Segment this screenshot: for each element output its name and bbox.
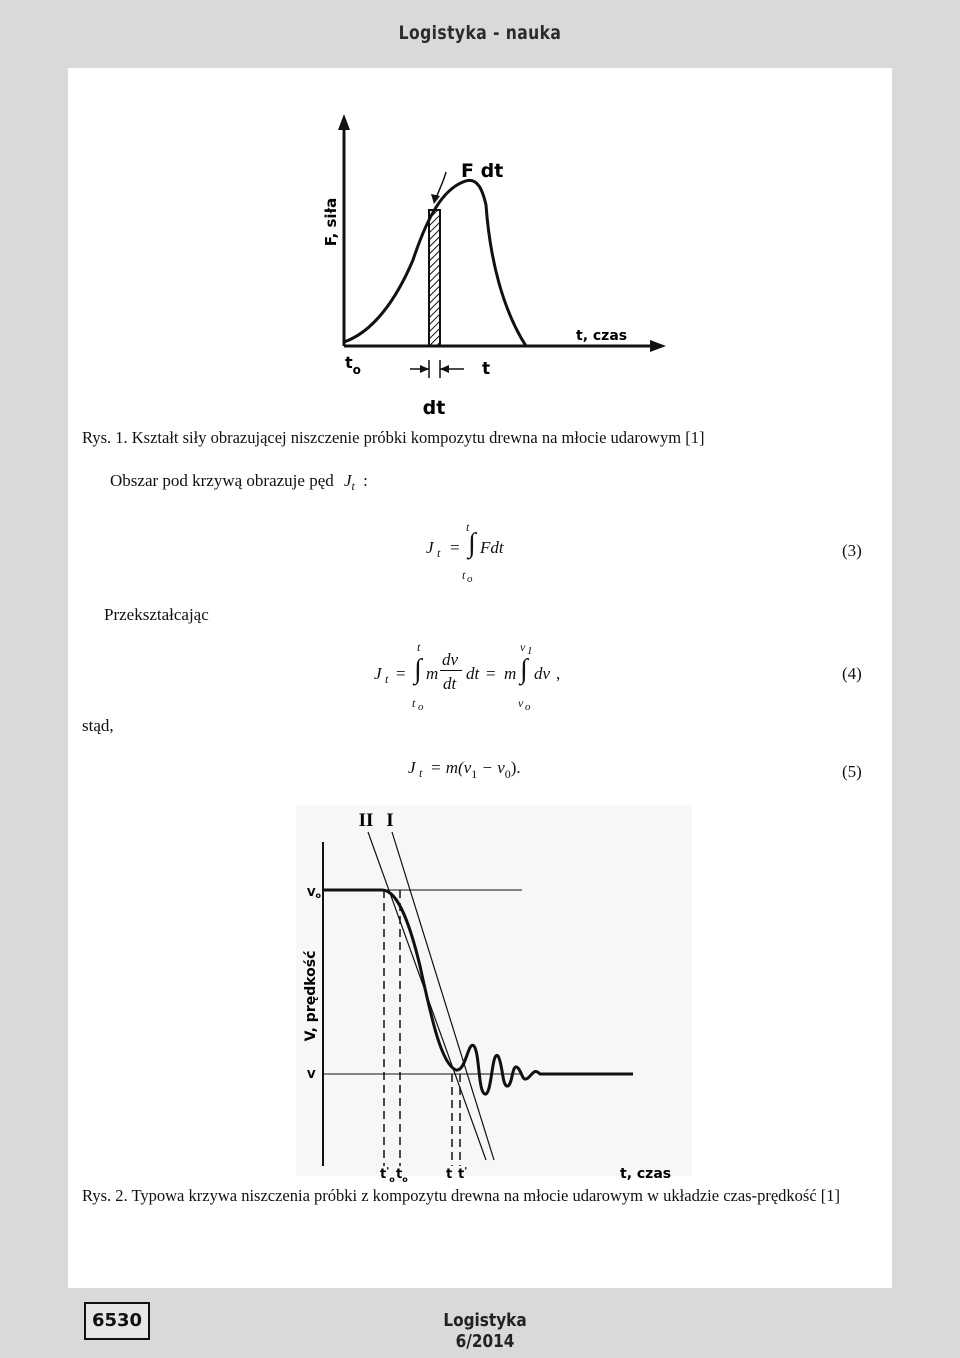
paragraph-3: stąd, [82, 716, 114, 735]
eq4-lower2-sub: o [525, 701, 531, 713]
equation-4 [374, 640, 574, 712]
paragraph-2: Przekształcając [104, 605, 209, 624]
eq3-lhs: J [426, 538, 434, 557]
eq3-integral: ∫ [468, 528, 476, 559]
eq4-dt: dt [466, 664, 480, 683]
eq4-lhs-sub: t [385, 672, 389, 686]
fig2-roman-1: I [386, 810, 394, 831]
fig2-tick-2: $t_o$ [396, 1167, 408, 1184]
fig2-tick-3: t [446, 1167, 453, 1182]
eq4-comma: , [556, 664, 561, 683]
page-number: 6530 [84, 1302, 150, 1340]
eq4-frac-num: dv [442, 650, 459, 669]
fig2-tick-4: t' [458, 1166, 468, 1182]
header-title: Logistyka - nauka [398, 22, 562, 44]
eq4-frac-bar [440, 670, 462, 671]
figure-1 [318, 110, 738, 450]
eq4-lower1: t [412, 696, 416, 710]
eq4-upper2-sub: 1 [527, 645, 533, 657]
eq4-lower1-sub: o [418, 701, 424, 713]
eq5-lhs: J [408, 758, 416, 777]
eq3-lower-sub: o [467, 573, 473, 585]
equation-3 [426, 520, 546, 584]
fig1-dt-label: dt [422, 397, 446, 419]
fig2-roman-2: II [358, 810, 374, 831]
eq4-frac-den: dt [443, 674, 457, 693]
fig1-t-label: t [482, 359, 491, 379]
eq4-upper1: t [417, 640, 421, 654]
eq4-m1: m [426, 664, 439, 683]
paragraph-1-sub: t [351, 479, 355, 493]
eq3-equals: = [450, 538, 460, 557]
fig1-x-arrow [650, 340, 666, 352]
eq5-close: ). [510, 758, 521, 777]
paragraph-1-end: : [363, 471, 368, 490]
figure-1-caption: Rys. 1. Kształt siły obrazującej niszczenie próbki kompozytu drewna na młocie udarowym [1] [82, 428, 705, 447]
eq4-equals-1: = [396, 664, 406, 683]
fig1-curve-label: F dt [461, 160, 504, 182]
paragraph-1 [110, 471, 368, 492]
eq5-sub2: 0 [504, 767, 511, 781]
equation-5-number: (5) [842, 762, 862, 781]
eq4-upper2: v [520, 640, 526, 654]
fig2-y-label: V, prędkość [303, 950, 319, 1042]
eq5-sub1: 1 [471, 767, 478, 781]
eq5-minus: − v [477, 758, 505, 777]
figure-2-caption: Rys. 2. Typowa krzywa niszczenia próbki z kompozytu drewna na młocie udarowym w układzie czas-prędkość [1] [82, 1186, 841, 1205]
fig2-tick-1: $t'_o$ [380, 1166, 395, 1184]
equation-3-number: (3) [842, 541, 862, 560]
figure-2 [296, 806, 696, 1184]
fig1-y-arrow [338, 114, 350, 130]
fig1-y-label: F, siła [322, 197, 340, 247]
equation-5 [408, 758, 568, 786]
fig1-dt-strip [429, 210, 440, 346]
eq4-equals-2: = [486, 664, 496, 683]
fig1-t0-label: $t_o$ [345, 353, 361, 377]
eq4-integral-1: ∫ [414, 654, 422, 685]
eq4-lower2: v [518, 696, 524, 710]
fig1-x-label: t, czas [576, 328, 628, 344]
page [68, 68, 892, 1288]
paragraph-1-symbol: J [344, 471, 352, 490]
eq3-lower: t [462, 568, 466, 582]
eq5-rhs: = m(v [430, 758, 472, 777]
eq4-lhs: J [374, 664, 382, 683]
eq4-dv: dv [534, 664, 551, 683]
paragraph-1-text: Obszar pod krzywą obrazuje pęd [110, 471, 334, 490]
eq3-body: Fdt [480, 538, 504, 557]
fig2-v-label: V [307, 1068, 316, 1081]
eq3-lhs-sub: t [437, 546, 441, 560]
fig2-v0-label: Vo [307, 886, 322, 900]
eq3-upper: t [466, 520, 470, 534]
fig2-x-label: t, czas [620, 1166, 672, 1182]
footer-journal: Logistyka 6/2014 [443, 1310, 527, 1352]
eq4-m2: m [504, 664, 517, 683]
eq4-integral-2: ∫ [520, 654, 528, 685]
eq5-lhs-sub: t [419, 766, 423, 780]
eq5-rhs-group [430, 758, 521, 781]
equation-4-number: (4) [842, 664, 862, 683]
